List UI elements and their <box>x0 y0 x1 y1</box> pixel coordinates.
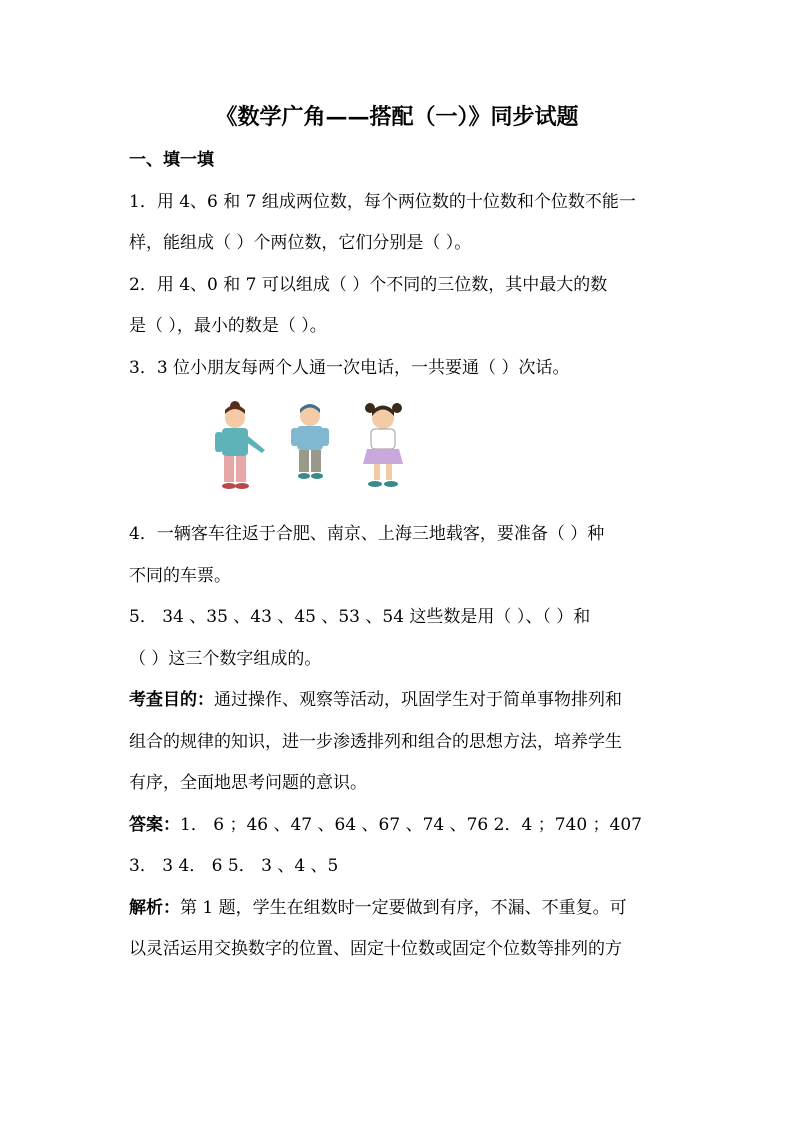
question-4-line-1: 4．一辆客车往返于合肥、南京、上海三地载客，要准备（ ）种 <box>129 524 605 544</box>
question-4-line-2: 不同的车票。 <box>129 566 231 586</box>
question-5-line-1: 5． 34 、35 、43 、45 、53 、54 这些数是用（ ）、（ ）和 <box>129 607 591 627</box>
question-1-line-1: 1．用 4、6 和 7 组成两位数，每个两位数的十位数和个位数不能一 <box>129 192 636 212</box>
analysis-label: 解析： <box>129 898 180 918</box>
purpose-line-3: 有序，全面地思考问题的意识。 <box>129 773 367 793</box>
child-3-figure <box>363 403 403 487</box>
child-2-figure <box>291 404 329 479</box>
question-1-line-2: 样，能组成（ ）个两位数，它们分别是（ ）。 <box>129 233 472 253</box>
answer-label: 答案： <box>129 815 180 835</box>
question-5-line-2: （ ）这三个数字组成的。 <box>129 649 322 669</box>
purpose-text-1: 通过操作、观察等活动，巩固学生对于简单事物排列和 <box>214 690 622 710</box>
analysis-text-1: 第 1 题，学生在组数时一定要做到有序，不漏、不重复。可 <box>180 898 627 918</box>
question-2-line-1: 2．用 4、0 和 7 可以组成（ ）个不同的三位数，其中最大的数 <box>129 275 608 295</box>
analysis-line-2: 以灵活运用交换数字的位置、固定十位数或固定个位数等排列的方 <box>129 939 622 959</box>
question-2-line-2: 是（ ），最小的数是（ ）。 <box>129 316 327 336</box>
child-1-figure <box>215 401 265 489</box>
analysis-line-1 <box>129 898 674 918</box>
document-title: 《数学广角——搭配（一）》同步试题 <box>215 104 579 130</box>
purpose-line-1 <box>129 690 674 710</box>
purpose-line-2: 组合的规律的知识，进一步渗透排列和组合的思想方法，培养学生 <box>129 732 622 752</box>
answer-line-1 <box>129 815 674 835</box>
answer-text-1: 1． 6 ；46 、47 、64 、67 、74 、76 2．4 ；740 ；407 <box>180 815 642 835</box>
section-heading: 一、填一填 <box>129 150 214 170</box>
purpose-label: 考查目的： <box>129 690 214 710</box>
answer-line-2: 3． 3 4． 6 5． 3 、4 、5 <box>129 856 339 876</box>
question-3-line-1: 3．3 位小朋友每两个人通一次电话，一共要通（ ）次话。 <box>129 358 570 378</box>
three-children-illustration <box>205 398 420 498</box>
